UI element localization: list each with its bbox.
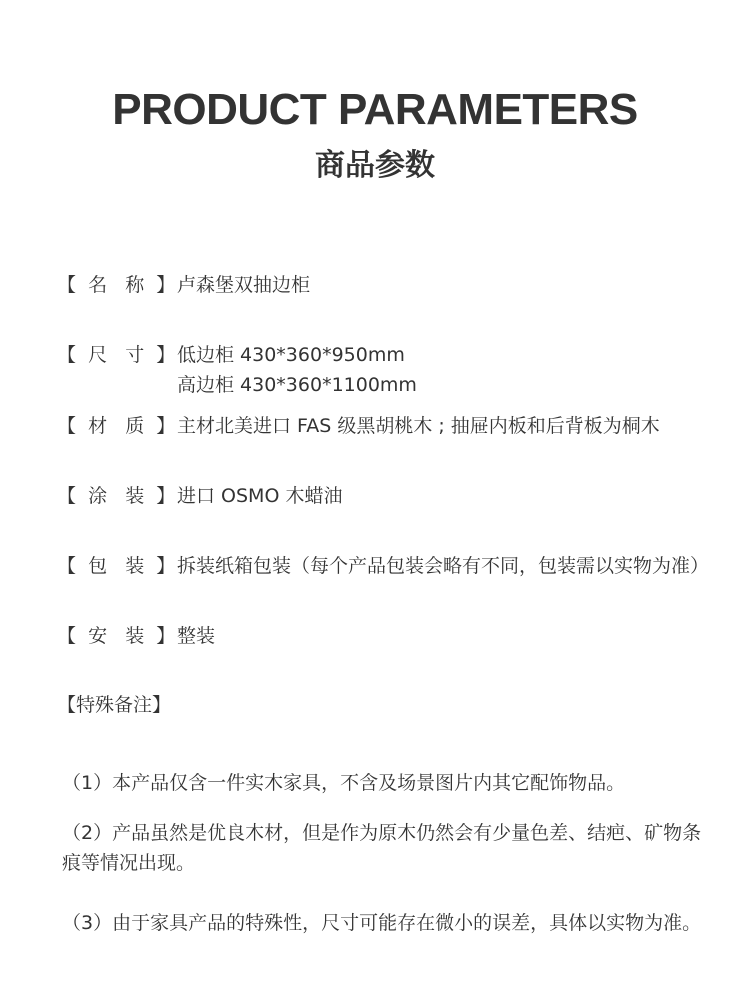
param-values	[177, 411, 737, 441]
param-row-coating	[57, 481, 737, 511]
param-value: 低边柜 430*360*950mm	[177, 344, 405, 366]
notes-title: 【特殊备注】	[57, 694, 172, 716]
page-title-cn: 商品参数	[315, 148, 435, 183]
param-label: 【 安 装 】	[57, 625, 176, 647]
param-values	[177, 340, 737, 400]
param-value: 整装	[177, 625, 216, 647]
param-label: 【 材 质 】	[57, 415, 176, 437]
param-label: 【 涂 装 】	[57, 485, 176, 507]
param-row-size	[57, 340, 737, 400]
param-row-material	[57, 411, 737, 441]
param-value: 卢森堡双抽边柜	[177, 274, 311, 296]
param-label: 【 尺 寸 】	[57, 344, 176, 366]
param-values	[177, 551, 737, 581]
param-value: 高边柜 430*360*1100mm	[177, 374, 417, 396]
param-value: 主材北美进口 FAS 级黑胡桃木 ; 抽屉内板和后背板为桐木	[177, 415, 660, 437]
param-label: 【 包 装 】	[57, 555, 176, 577]
note-item: （2）产品虽然是优良木材，但是作为原木仍然会有少量色差、结疤、矿物条痕等情况出现。	[62, 822, 702, 874]
note-item: （1）本产品仅含一件实木家具，不含及场景图片内其它配饰物品。	[62, 772, 626, 794]
param-values	[177, 621, 737, 651]
param-row-packaging	[57, 551, 737, 581]
param-label: 【 名 称 】	[57, 274, 176, 296]
param-row-installation	[57, 621, 737, 651]
page-title-en: PRODUCT PARAMETERS	[112, 85, 638, 134]
param-values	[177, 270, 737, 300]
param-values	[177, 481, 737, 511]
param-value: 拆装纸箱包装（每个产品包装会略有不同，包装需以实物为准）	[177, 555, 710, 577]
param-row-name	[57, 270, 737, 300]
note-item: （3）由于家具产品的特殊性，尺寸可能存在微小的误差，具体以实物为准。	[62, 912, 702, 934]
param-value: 进口 OSMO 木蜡油	[177, 485, 343, 507]
